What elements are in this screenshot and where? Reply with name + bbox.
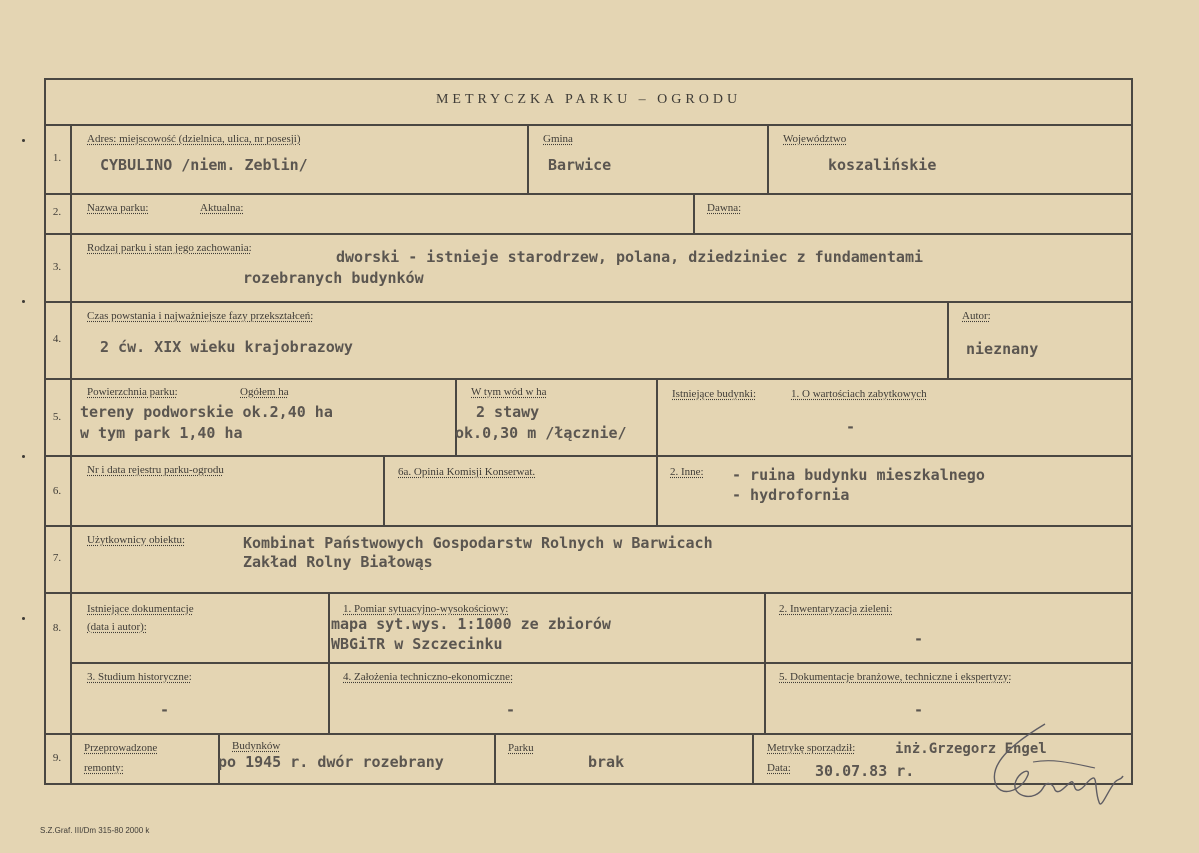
divider xyxy=(44,193,1133,195)
water-area-value: 2 stawy xyxy=(476,403,540,421)
historic-buildings-value: - xyxy=(846,418,856,436)
park-type-value: dworski - istnieje starodrzew, polana, dziedziniec z fundamentami xyxy=(336,248,923,266)
punch-mark xyxy=(22,300,25,303)
gmina-value: Barwice xyxy=(548,156,612,174)
divider xyxy=(44,233,1133,235)
row-number: 9. xyxy=(52,752,62,764)
date-value: 30.07.83 r. xyxy=(815,762,915,780)
creation-time-value: 2 ćw. XIX wieku krajobrazowy xyxy=(100,338,353,356)
address-value: CYBULINO /niem. Zeblin/ xyxy=(100,156,308,174)
survey-label: 1. Pomiar sytuacyjno-wysokościowy: xyxy=(343,603,509,615)
tech-economic-value: - xyxy=(506,701,516,719)
row-number: 8. xyxy=(52,622,62,634)
divider xyxy=(44,124,1133,126)
users-value-cont: Zakład Rolny Białowąs xyxy=(243,553,433,571)
divider xyxy=(44,733,1133,735)
divider xyxy=(44,592,1133,594)
row-number: 3. xyxy=(52,261,62,273)
buildings-label: Istniejące budynki: xyxy=(672,388,757,400)
greenery-inventory-label: 2. Inwentaryzacja zieleni: xyxy=(779,603,893,615)
punch-mark xyxy=(22,617,25,620)
documentation-label-cont: (data i autor): xyxy=(87,621,147,633)
repairs-label-cont: remonty: xyxy=(84,762,124,774)
users-label: Użytkownicy obiektu: xyxy=(87,534,186,546)
gmina-label: Gmina xyxy=(543,133,573,145)
divider xyxy=(70,662,1133,664)
punch-mark xyxy=(22,139,25,142)
area-value-cont: w tym park 1,40 ha xyxy=(80,424,243,442)
divider xyxy=(527,124,529,193)
historical-study-label: 3. Studium historyczne: xyxy=(87,671,192,683)
prepared-by-value: inż.Grzegorz Engel xyxy=(895,741,1047,757)
author-value: nieznany xyxy=(966,340,1039,358)
punch-mark xyxy=(22,455,25,458)
row-number: 5. xyxy=(52,411,62,423)
park-name-label: Nazwa parku: xyxy=(87,202,149,214)
other-buildings-label: 2. Inne: xyxy=(670,466,704,478)
conservation-opinion-label: 6a. Opinia Komisji Konserwat. xyxy=(398,466,536,478)
divider xyxy=(767,124,769,193)
divider xyxy=(44,525,1133,527)
area-label: Powierzchnia parku: xyxy=(87,386,178,398)
row-number: 4. xyxy=(52,333,62,345)
buildings-repairs-value: po 1945 r. dwór rozebrany xyxy=(218,753,444,771)
total-area-label: Ogółem ha xyxy=(240,386,289,398)
divider xyxy=(383,455,385,525)
divider xyxy=(44,378,1133,380)
users-value: Kombinat Państwowych Gospodarstw Rolnych w Barwicach xyxy=(243,534,713,552)
divider xyxy=(764,592,766,733)
prepared-by-label: Metrykę sporządził: xyxy=(767,742,856,754)
survey-value-cont: WBGiTR w Szczecinku xyxy=(331,635,503,653)
address-label: Adres: miejscowość (dzielnica, ulica, nr posesji) xyxy=(87,133,301,145)
historical-study-value: - xyxy=(160,701,170,719)
documentation-label: Istniejące dokumentacje xyxy=(87,603,194,615)
park-repairs-value: brak xyxy=(588,753,625,771)
tech-economic-label: 4. Założenia techniczno-ekonomiczne: xyxy=(343,671,514,683)
divider xyxy=(494,733,496,785)
register-label: Nr i data rejestru parku-ogrodu xyxy=(87,464,224,476)
divider xyxy=(752,733,754,785)
form-title: METRYCZKA PARKU – OGRODU xyxy=(435,92,742,107)
divider xyxy=(44,455,1133,457)
buildings-repairs-label: Budynków xyxy=(232,740,281,752)
repairs-label: Przeprowadzone xyxy=(84,742,158,754)
divider xyxy=(455,378,457,455)
number-column-divider xyxy=(70,124,72,785)
divider xyxy=(693,193,695,233)
greenery-inventory-value: - xyxy=(914,630,924,648)
other-buildings-value-cont: - hydrofornia xyxy=(732,486,850,504)
row-number: 2. xyxy=(52,206,62,218)
voivodeship-value: koszalińskie xyxy=(828,156,937,174)
former-name-label: Dawna: xyxy=(707,202,742,214)
print-code: S.Z.Graf. III/Dm 315-80 2000 k xyxy=(40,826,150,835)
signature xyxy=(975,722,1125,817)
area-value: tereny podworskie ok.2,40 ha xyxy=(80,403,333,421)
park-repairs-label: Parku xyxy=(508,742,534,754)
park-type-value-cont: rozebranych budynków xyxy=(243,269,424,287)
divider xyxy=(328,592,330,733)
historic-buildings-label: 1. O wartościach zabytkowych xyxy=(791,388,927,400)
row-number: 7. xyxy=(52,552,62,564)
creation-time-label: Czas powstania i najważniejsze fazy przekształceń: xyxy=(87,310,314,322)
expert-docs-value: - xyxy=(914,701,924,719)
divider xyxy=(656,378,658,525)
author-label: Autor: xyxy=(962,310,991,322)
divider xyxy=(44,301,1133,303)
park-type-label: Rodzaj parku i stan jego zachowania: xyxy=(87,242,252,254)
water-area-value-cont: ok.0,30 m /łącznie/ xyxy=(455,424,627,442)
survey-value: mapa syt.wys. 1:1000 ze zbiorów xyxy=(331,615,611,633)
divider xyxy=(947,301,949,378)
water-area-label: W tym wód w ha xyxy=(471,386,547,398)
current-name-label: Aktualna: xyxy=(200,202,244,214)
date-label: Data: xyxy=(767,762,791,774)
voivodeship-label: Województwo xyxy=(783,133,847,145)
row-number: 6. xyxy=(52,485,62,497)
other-buildings-value: - ruina budynku mieszkalnego xyxy=(732,466,985,484)
expert-docs-label: 5. Dokumentacje branżowe, techniczne i ekspertyzy: xyxy=(779,671,1012,683)
row-number: 1. xyxy=(52,152,62,164)
